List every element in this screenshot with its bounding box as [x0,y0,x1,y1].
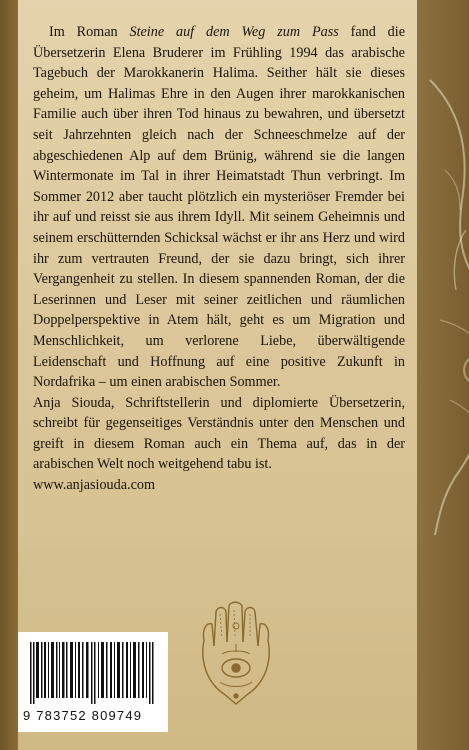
spine-edge [0,0,18,750]
hamsa-icon [196,600,276,708]
blurb-text [33,22,405,496]
isbn-digits: 9 783752 809749 [23,708,143,723]
blurb-body: fand die Übersetzerin Elena Bruderer im Frühling 1994 das arabische Tagebuch der Marokkanerin Halima. Seither hält sie dieses geheim, um Halimas Ehre in den Augen ihrer marokkanischen Familie auch über ihren Tod hinaus zu bewahren, und übersetzt seit Jahrzehnten gleich nach der Schneeschmelze auf der abgeschiedenen Alp auf dem Brünig, während sie die langen Wintermonate im Tal in ihrer Heimatstadt Thun verbringt. Im Sommer 2012 aber taucht plötzlich ein mysteriöser Fremder bei ihr auf und reisst sie aus ihrem Idyll. Mit seinem Geheimnis und seinem erschütternden Schicksal wächst er ihr ans Herz und wird ihr zum vertrauten Freund, der sie dazu bringt, sich ihrer Vergangenheit zu stellen. In diesem spannenden Roman, der die Leserinnen und Leser mit seiner zeitlichen und räumlichen Doppelperspektive in Atem hält, geht es um Migration und Menschlichkeit, um verlorene Liebe, überwältigende Leidenschaft und Hoffnung auf eine positive Zukunft in Nordafrika – um einen arabischen Sommer. [33,24,406,391]
author-website: www.anjasiouda.com [33,477,156,494]
barcode-bars [30,642,156,704]
blurb-intro: Im Roman [49,24,130,40]
isbn-barcode [18,632,168,732]
author-bio: Anja Siouda, Schriftstellerin und diplomierte Übersetzerin, schreibt für gegenseitiges Verständnis unter den Menschen und greift in diesem Roman auch ein Thema auf, das in der arabischen Welt noch weitgehend tabu ist. [33,394,405,473]
blurb-paragraph-1 [33,22,405,393]
book-title: Steine auf dem Weg zum Pass [129,24,339,40]
